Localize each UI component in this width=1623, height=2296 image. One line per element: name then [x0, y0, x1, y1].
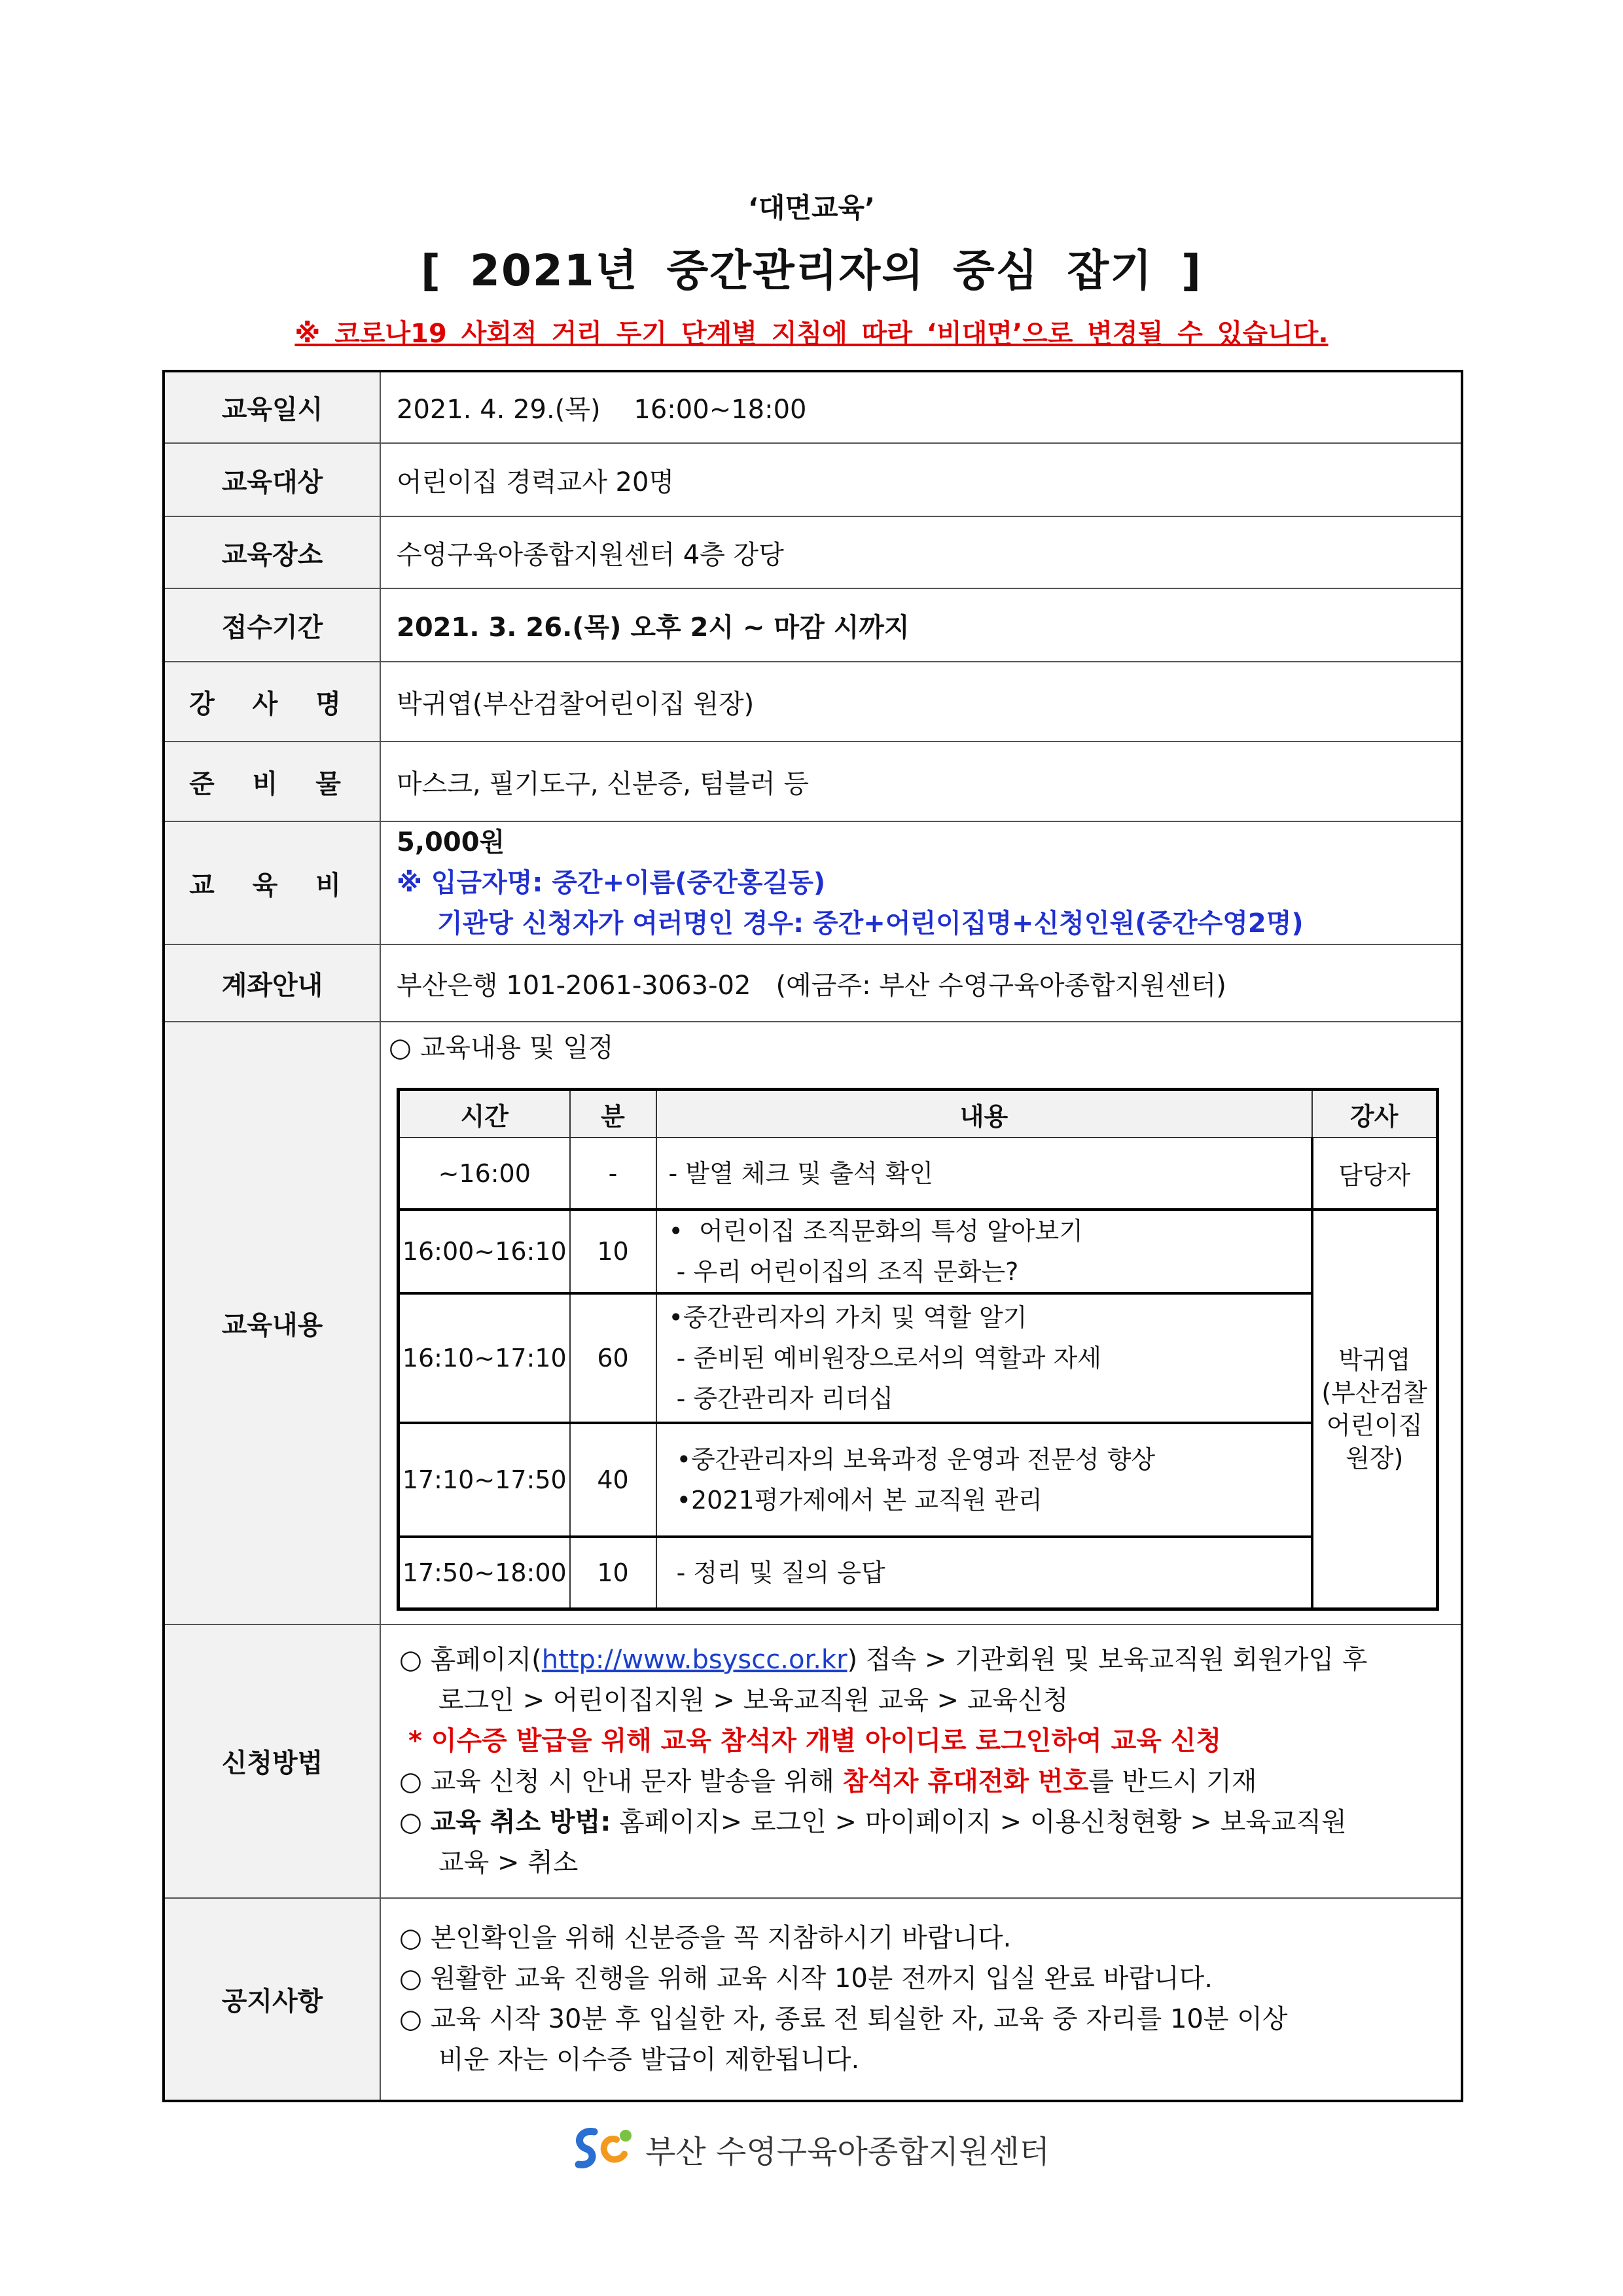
row-account: [164, 944, 1462, 1022]
sched-content-line: •중간관리자의 보육과정 운영과 전문성 향상: [668, 1445, 1156, 1474]
notice-line-2: ○ 원활한 교육 진행을 위해 교육 시작 10분 전까지 입실 완료 바랍니다.: [399, 1964, 1213, 1994]
sched-min: 10: [570, 1210, 656, 1293]
sched-row: [399, 1423, 1438, 1537]
value-notice: [380, 1898, 1462, 2101]
label-place: 교육장소: [164, 516, 380, 588]
value-place: 수영구육아종합지원센터 4층 강당: [380, 516, 1462, 588]
apply-line-4a: ○ 교육 신청 시 안내 문자 발송을 위해: [399, 1766, 843, 1797]
sched-time: 16:00~16:10: [399, 1210, 570, 1293]
value-fee: [380, 821, 1462, 944]
row-apply: [164, 1624, 1462, 1898]
info-table: [162, 370, 1463, 2102]
sched-time: 16:10~17:10: [399, 1293, 570, 1423]
apply-line-3: * 이수증 발급을 위해 교육 참석자 개별 아이디로 로그인하여 교육 신청: [408, 1725, 1222, 1756]
sched-min: 60: [570, 1293, 656, 1423]
fee-note-1: ※ 입금자명: 중간+이름(중간홍길동): [397, 868, 826, 898]
value-supplies: 마스크, 필기도구, 신분증, 텀블러 등: [380, 742, 1462, 821]
sched-row: [399, 1138, 1438, 1210]
sched-row: [399, 1293, 1438, 1423]
apply-line-6: 교육 > 취소: [438, 1847, 579, 1878]
sched-min: -: [570, 1138, 656, 1210]
covid-notice: ※ 코로나19 사회적 거리 두기 단계별 지침에 따라 ‘비대면’으로 변경될 수 있습니다.: [294, 319, 1329, 349]
value-target: 어린이집 경력교사 20명: [380, 443, 1462, 516]
label-target: 교육대상: [164, 443, 380, 516]
sched-time: 17:10~17:50: [399, 1423, 570, 1537]
center-logo-icon: [569, 2123, 635, 2175]
sched-content-line: - 중간관리자 리더십: [668, 1384, 894, 1413]
label-account: 계좌안내: [164, 944, 380, 1022]
apply-line-5a: ○: [399, 1806, 431, 1837]
row-place: [164, 516, 1462, 588]
sched-header-time: 시간: [399, 1090, 570, 1138]
sched-content: [656, 1423, 1312, 1537]
fee-amount: 5,000원: [397, 827, 505, 857]
sched-time: 17:50~18:00: [399, 1537, 570, 1609]
sched-content: - 정리 및 질의 응답: [656, 1537, 1312, 1609]
notice-line-4: 비운 자는 이수증 발급이 제한됩니다.: [438, 2045, 860, 2075]
sched-lecturer-line: 박귀엽: [1338, 1345, 1411, 1374]
sched-lecturer-line: 어린이집: [1326, 1410, 1423, 1440]
row-supplies: [164, 742, 1462, 821]
sched-content-line: - 준비된 예비원장으로서의 역할과 자세: [668, 1344, 1101, 1372]
sched-lecturer: 담당자: [1312, 1138, 1438, 1210]
value-date: 2021. 4. 29.(목) 16:00~18:00: [380, 371, 1462, 443]
value-content: [380, 1022, 1462, 1624]
sched-row: [399, 1210, 1438, 1293]
footer-org-name: 부산 수영구육아종합지원센터: [645, 2133, 1050, 2170]
apply-line-2: 로그인 > 어린이집지원 > 보육교직원 교육 > 교육신청: [438, 1685, 1069, 1715]
notice-line-3: ○ 교육 시작 30분 후 입실한 자, 종료 전 퇴실한 자, 교육 중 자리를 10분 이상: [399, 2004, 1288, 2034]
apply-line-1: [399, 1640, 1461, 1680]
apply-line-4: [399, 1761, 1461, 1802]
sched-lecturer-line: 원장): [1346, 1443, 1404, 1473]
label-period: 접수기간: [164, 588, 380, 662]
sched-lecturer-line: (부산검찰: [1321, 1378, 1428, 1407]
sched-header-min: 분: [570, 1090, 656, 1138]
sched-row: [399, 1537, 1438, 1609]
subtitle: ‘대면교육’: [747, 192, 876, 224]
sched-time: ~16:00: [399, 1138, 570, 1210]
sched-content-line: •2021평가제에서 본 교직원 관리: [668, 1486, 1043, 1515]
row-lecturer: [164, 662, 1462, 742]
sched-content: [656, 1210, 1312, 1293]
label-lecturer: 강 사 명: [164, 662, 380, 742]
sched-lecturer-merged: [1312, 1210, 1438, 1609]
row-period: [164, 588, 1462, 662]
label-fee: 교 육 비: [164, 821, 380, 944]
apply-line-5b: 홈페이지> 로그인 > 마이페이지 > 이용신청현황 > 보육교직원: [611, 1806, 1347, 1837]
sched-min: 40: [570, 1423, 656, 1537]
row-date: [164, 371, 1462, 443]
sched-header-content: 내용: [656, 1090, 1312, 1138]
page-title: [ 2021년 중간관리자의 중심 잡기 ]: [420, 245, 1203, 296]
apply-line-4b: 를 반드시 기재: [1088, 1766, 1257, 1797]
apply-line-1b: ) 접속 > 기관회원 및 보육교직원 회원가입 후: [847, 1644, 1368, 1675]
sched-min: 10: [570, 1537, 656, 1609]
sched-content-line: • 어린이집 조직문화의 특성 알아보기: [668, 1217, 1083, 1246]
fee-note-2: 기관당 신청자가 여러명인 경우: 중간+어린이집명+신청인원(중간수영2명): [437, 908, 1304, 939]
sched-header-lecturer: 강사: [1312, 1090, 1438, 1138]
label-apply: 신청방법: [164, 1624, 380, 1898]
sched-content-line: •중간관리자의 가치 및 역할 알기: [668, 1303, 1027, 1332]
row-fee: [164, 821, 1462, 944]
homepage-link[interactable]: http://www.bsyscc.or.kr: [541, 1644, 847, 1675]
apply-line-4-red: 참석자 휴대전화 번호: [842, 1766, 1089, 1797]
row-notice: [164, 1898, 1462, 2101]
apply-line-5-bold: 교육 취소 방법:: [430, 1806, 611, 1837]
label-supplies: 준 비 물: [164, 742, 380, 821]
row-content: [164, 1022, 1462, 1624]
label-content: 교육내용: [164, 1022, 380, 1624]
value-period: 2021. 3. 26.(목) 오후 2시 ~ 마감 시까지: [380, 588, 1462, 662]
notice-line-1: ○ 본인확인을 위해 신분증을 꼭 지참하시기 바랍니다.: [399, 1923, 1012, 1953]
apply-line-5: [399, 1802, 1461, 1842]
schedule-table: [397, 1088, 1439, 1611]
apply-line-1a: ○ 홈페이지(: [399, 1644, 542, 1675]
sched-content-line: - 우리 어린이집의 조직 문화는?: [668, 1257, 1019, 1286]
content-intro: ○ 교육내용 및 일정: [389, 1033, 614, 1063]
row-target: [164, 443, 1462, 516]
label-notice: 공지사항: [164, 1898, 380, 2101]
label-date: 교육일시: [164, 371, 380, 443]
footer: [569, 2119, 1050, 2178]
sched-content: [656, 1293, 1312, 1423]
value-apply: [380, 1624, 1462, 1898]
value-account: 부산은행 101-2061-3063-02 (예금주: 부산 수영구육아종합지원센터): [380, 944, 1462, 1022]
value-lecturer: 박귀엽(부산검찰어린이집 원장): [380, 662, 1462, 742]
sched-content: - 발열 체크 및 출석 확인: [656, 1138, 1312, 1210]
